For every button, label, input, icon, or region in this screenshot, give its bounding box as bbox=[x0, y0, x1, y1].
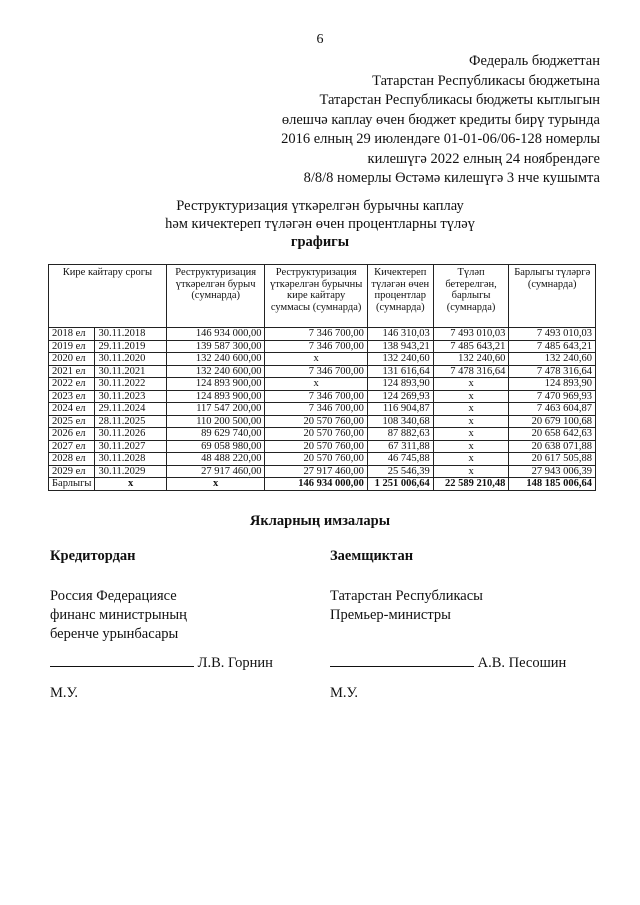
row-year: 2027 ел bbox=[49, 440, 95, 453]
row-total: 20 638 071,88 bbox=[509, 440, 596, 453]
row-year: 2026 ел bbox=[49, 428, 95, 441]
row-due-date: 30.11.2027 bbox=[95, 440, 166, 453]
row-debt: 48 488 220,00 bbox=[166, 453, 265, 466]
row-due-date: 29.11.2019 bbox=[95, 340, 166, 353]
row-total: 20 658 642,63 bbox=[509, 428, 596, 441]
row-year: 2023 ел bbox=[49, 390, 95, 403]
table-row bbox=[49, 453, 596, 466]
row-paid: x bbox=[433, 378, 509, 391]
signature-blank bbox=[50, 652, 194, 667]
row-repayment: x bbox=[265, 353, 367, 366]
table-row bbox=[49, 365, 596, 378]
header-line: Татарстан Республикасы бюджетына bbox=[372, 72, 600, 89]
row-repayment: 7 346 700,00 bbox=[265, 403, 367, 416]
total-debt: x bbox=[166, 478, 265, 491]
creditor-signature-line bbox=[50, 652, 273, 672]
row-interest: 46 745,88 bbox=[367, 453, 433, 466]
row-year: 2018 ел bbox=[49, 328, 95, 341]
row-paid: x bbox=[433, 465, 509, 478]
row-total: 132 240,60 bbox=[509, 353, 596, 366]
row-repayment: 7 346 700,00 bbox=[265, 365, 367, 378]
creditor-block bbox=[50, 547, 320, 644]
row-year: 2028 ел bbox=[49, 453, 95, 466]
title-line-3: графигы bbox=[290, 234, 350, 250]
row-year: 2021 ел bbox=[49, 365, 95, 378]
table-row bbox=[49, 403, 596, 416]
row-total: 27 943 006,39 bbox=[509, 465, 596, 478]
creditor-label: Кредитордан bbox=[50, 548, 136, 564]
table-row bbox=[49, 465, 596, 478]
borrower-stamp-place: М.У. bbox=[330, 685, 359, 701]
row-repayment: 7 346 700,00 bbox=[265, 328, 367, 341]
borrower-position-line: Татарстан Республикасы bbox=[330, 588, 483, 604]
borrower-position-line: Премьер-министры bbox=[330, 607, 451, 623]
row-total: 20 617 505,88 bbox=[509, 453, 596, 466]
row-due-date: 30.11.2029 bbox=[95, 465, 166, 478]
row-total: 7 470 969,93 bbox=[509, 390, 596, 403]
total-sum: 148 185 006,64 bbox=[509, 478, 596, 491]
creditor-position-line: Россия Федерациясе bbox=[50, 588, 177, 604]
row-due-date: 30.11.2022 bbox=[95, 378, 166, 391]
row-year: 2022 ел bbox=[49, 378, 95, 391]
row-repayment: 20 570 760,00 bbox=[265, 415, 367, 428]
row-interest: 116 904,87 bbox=[367, 403, 433, 416]
row-total: 7 485 643,21 bbox=[509, 340, 596, 353]
table-row bbox=[49, 428, 596, 441]
column-header-paid: Түләп бетерелгән, барлыгы (сумнарда) bbox=[433, 265, 509, 328]
creditor-position-line: финанс министрының bbox=[50, 607, 187, 623]
row-repayment: 20 570 760,00 bbox=[265, 453, 367, 466]
row-debt: 124 893 900,00 bbox=[166, 390, 265, 403]
row-paid: x bbox=[433, 440, 509, 453]
row-paid: 7 493 010,03 bbox=[433, 328, 509, 341]
total-interest: 1 251 006,64 bbox=[367, 478, 433, 491]
row-interest: 25 546,39 bbox=[367, 465, 433, 478]
document-title bbox=[0, 197, 640, 251]
total-label: Барлыгы bbox=[49, 478, 95, 491]
column-header-repayment: Реструктуризация үткәрелгән бурычны кире кайтару суммасы (сумнарда) bbox=[265, 265, 367, 328]
row-year: 2019 ел bbox=[49, 340, 95, 353]
total-repayment: 146 934 000,00 bbox=[265, 478, 367, 491]
header-line: Федераль бюджеттан bbox=[469, 53, 600, 69]
row-paid: 7 478 316,64 bbox=[433, 365, 509, 378]
row-interest: 132 240,60 bbox=[367, 353, 433, 366]
column-header-due-date: Кире кайтару срогы bbox=[49, 265, 167, 328]
row-year: 2029 ел bbox=[49, 465, 95, 478]
row-repayment: 20 570 760,00 bbox=[265, 428, 367, 441]
row-paid: x bbox=[433, 403, 509, 416]
row-paid: x bbox=[433, 453, 509, 466]
row-debt: 110 200 500,00 bbox=[166, 415, 265, 428]
row-total: 124 893,90 bbox=[509, 378, 596, 391]
row-repayment: 20 570 760,00 bbox=[265, 440, 367, 453]
signature-blank bbox=[330, 652, 474, 667]
column-header-interest: Кичектереп түләгән өчен процентлар (сумнарда) bbox=[367, 265, 433, 328]
creditor-stamp-place: М.У. bbox=[50, 685, 79, 701]
row-interest: 87 882,63 bbox=[367, 428, 433, 441]
row-interest: 146 310,03 bbox=[367, 328, 433, 341]
repayment-schedule-table bbox=[48, 264, 596, 491]
table-header-row bbox=[49, 265, 596, 328]
row-repayment: 7 346 700,00 bbox=[265, 340, 367, 353]
row-interest: 67 311,88 bbox=[367, 440, 433, 453]
row-total: 7 493 010,03 bbox=[509, 328, 596, 341]
row-due-date: 30.11.2021 bbox=[95, 365, 166, 378]
total-paid: 22 589 210,48 bbox=[433, 478, 509, 491]
header-line: 2016 елның 29 июлендәге 01-01-06/06-128 номерлы bbox=[281, 131, 600, 147]
borrower-label: Заемщиктан bbox=[330, 548, 414, 564]
row-paid: x bbox=[433, 390, 509, 403]
header-line: 8/8/8 номерлы Өстәмә килешүгә 3 нче кушымта bbox=[303, 170, 600, 186]
table-row bbox=[49, 390, 596, 403]
row-debt: 69 058 980,00 bbox=[166, 440, 265, 453]
table-row bbox=[49, 340, 596, 353]
row-debt: 132 240 600,00 bbox=[166, 365, 265, 378]
row-paid: x bbox=[433, 428, 509, 441]
row-debt: 132 240 600,00 bbox=[166, 353, 265, 366]
borrower-block bbox=[330, 547, 610, 625]
table-body bbox=[49, 328, 596, 491]
column-header-total: Барлыгы түләргә (сумнарда) bbox=[509, 265, 596, 328]
title-line-2: һәм кичектереп түләгән өчен процентларны түләү bbox=[165, 216, 475, 232]
table-total-row bbox=[49, 478, 596, 491]
row-paid: x bbox=[433, 415, 509, 428]
header-line: Татарстан Республикасы бюджеты кытлыгын bbox=[319, 92, 600, 108]
title-line-1: Реструктуризация үткәрелгән бурычны каплау bbox=[176, 198, 464, 214]
table-row bbox=[49, 328, 596, 341]
row-due-date: 30.11.2023 bbox=[95, 390, 166, 403]
row-debt: 89 629 740,00 bbox=[166, 428, 265, 441]
column-header-debt: Реструктуризация үткәрелгән бурыч (сумнарда) bbox=[166, 265, 265, 328]
row-year: 2020 ел bbox=[49, 353, 95, 366]
table-row bbox=[49, 440, 596, 453]
row-interest: 138 943,21 bbox=[367, 340, 433, 353]
borrower-signatory-name: А.В. Песошин bbox=[477, 655, 567, 671]
row-year: 2025 ел bbox=[49, 415, 95, 428]
signatures-heading: Якларның имзалары bbox=[249, 513, 391, 529]
row-interest: 124 269,93 bbox=[367, 390, 433, 403]
row-debt: 124 893 900,00 bbox=[166, 378, 265, 391]
row-due-date: 30.11.2028 bbox=[95, 453, 166, 466]
row-total: 20 679 100,68 bbox=[509, 415, 596, 428]
table-row bbox=[49, 378, 596, 391]
row-repayment: x bbox=[265, 378, 367, 391]
header-line: өлешчә каплау өчен бюджет кредиты бирү турында bbox=[281, 111, 600, 128]
row-repayment: 7 346 700,00 bbox=[265, 390, 367, 403]
row-year: 2024 ел bbox=[49, 403, 95, 416]
row-debt: 139 587 300,00 bbox=[166, 340, 265, 353]
header-line: килешүгә 2022 елның 24 ноябрендәге bbox=[367, 150, 600, 167]
appendix-header bbox=[200, 52, 600, 189]
row-due-date: 30.11.2018 bbox=[95, 328, 166, 341]
page-number: 6 bbox=[316, 32, 324, 47]
row-due-date: 30.11.2020 bbox=[95, 353, 166, 366]
row-interest: 108 340,68 bbox=[367, 415, 433, 428]
borrower-signature-line bbox=[330, 652, 566, 672]
row-debt: 117 547 200,00 bbox=[166, 403, 265, 416]
row-total: 7 478 316,64 bbox=[509, 365, 596, 378]
row-repayment: 27 917 460,00 bbox=[265, 465, 367, 478]
creditor-position-line: беренче урынбасары bbox=[50, 626, 179, 642]
row-total: 7 463 604,87 bbox=[509, 403, 596, 416]
creditor-signatory-name: Л.В. Горнин bbox=[197, 655, 273, 671]
row-debt: 146 934 000,00 bbox=[166, 328, 265, 341]
table-row bbox=[49, 353, 596, 366]
table-row bbox=[49, 415, 596, 428]
row-paid: 7 485 643,21 bbox=[433, 340, 509, 353]
total-date: x bbox=[95, 478, 166, 491]
row-due-date: 30.11.2026 bbox=[95, 428, 166, 441]
row-interest: 124 893,90 bbox=[367, 378, 433, 391]
row-due-date: 29.11.2024 bbox=[95, 403, 166, 416]
row-due-date: 28.11.2025 bbox=[95, 415, 166, 428]
row-debt: 27 917 460,00 bbox=[166, 465, 265, 478]
row-interest: 131 616,64 bbox=[367, 365, 433, 378]
row-paid: 132 240,60 bbox=[433, 353, 509, 366]
